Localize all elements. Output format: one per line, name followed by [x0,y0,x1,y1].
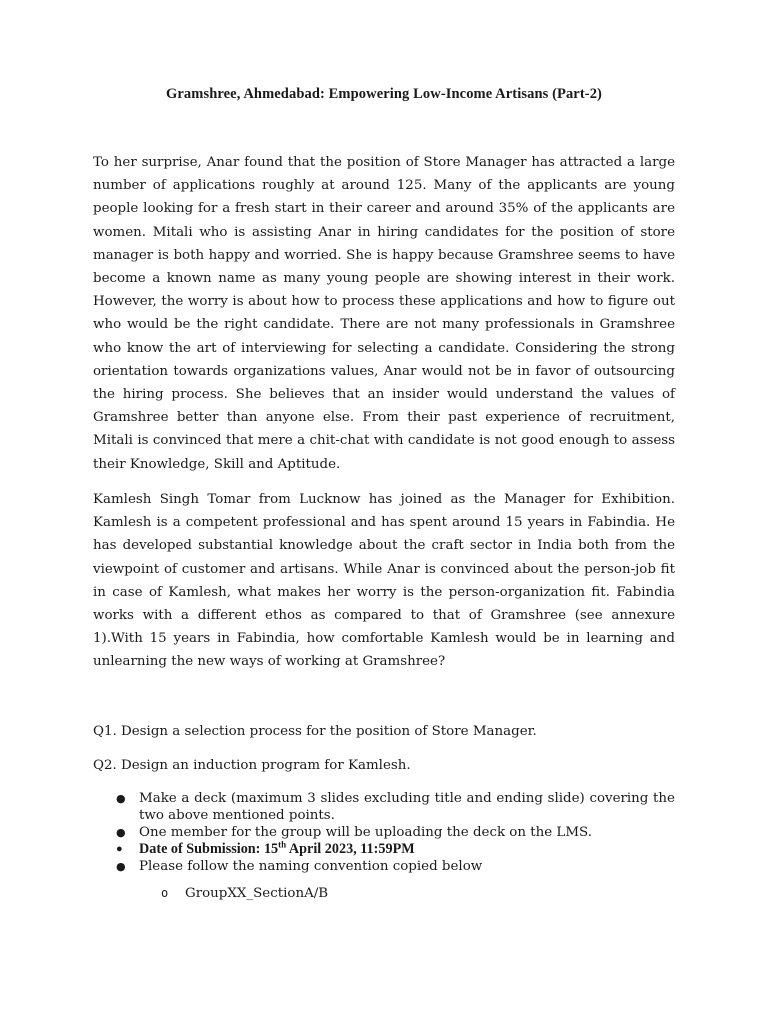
list-item [93,790,675,824]
submission-date [139,841,415,857]
paragraph-1: To her surprise, Anar found that the position of Store Manager has attracted a large number of applications roughly at around 125. Many of the applicants are young people looking for a fresh start in their career and around 35% of the applicants are women. Mitali who is assisting Anar in hiring candidates for the position of store manager is both happy and worried. She is happy because Gramshree seems to have become a known name as many young people are showing interest in their work. However, the worry is about how to process these applications and how to figure out who would be the right candidate. There are not many professionals in Gramshree who know the art of interviewing for selecting a candidate. Considering the strong orientation towards organizations values, Anar would not be in favor of outsourcing the hiring process. She believes that an insider would understand the values of Gramshree better than anyone else. From their past experience of recruitment, Mitali is convinced that mere a chit-chat with candidate is not good enough to assess their Knowledge, Skill and Aptitude. [93,155,675,472]
question-1: Q1. Design a selection process for the position of Store Manager. [93,724,537,739]
naming-sublist [93,885,328,902]
instruction-list [93,790,675,875]
instruction-upload: One member for the group will be uploading the deck on the LMS. [139,825,592,840]
bullet-icon: ● [116,792,126,805]
list-item [93,841,675,858]
list-item [93,824,675,841]
list-item [93,858,675,875]
paragraph-2: Kamlesh Singh Tomar from Lucknow has joined as the Manager for Exhibition. Kamlesh is a competent professional and has spent around 15 years in Fabindia. He has developed substantial knowledge about the craft sector in India both from the viewpoint of customer and artisans. While Anar is convinced about the person-job fit in case of Kamlesh, what makes her worry is the person-organization fit. Fabindia works with a different ethos as compared to that of Gramshree (see annexure 1).With 15 years in Fabindia, how comfortable Kamlesh would be in learning and unlearning the new ways of working at Gramshree? [93,492,675,670]
instruction-naming: Please follow the naming convention copied below [139,859,483,874]
bullet-icon: ● [116,860,126,873]
submission-date-suffix: April 2023, 11:59PM [286,841,415,857]
naming-example: GroupXX_SectionA/B [185,886,329,901]
hollow-bullet-icon: o [161,886,169,900]
bullet-icon: ● [116,826,126,839]
question-2: Q2. Design an induction program for Kamlesh. [93,758,411,773]
submission-date-superscript: th [278,839,287,850]
list-item [93,885,328,902]
instruction-deck: Make a deck (maximum 3 slides excluding title and ending slide) covering the two above mentioned points. [139,791,675,823]
bullet-icon: ● [116,843,123,855]
submission-date-prefix: Date of Submission: 15 [139,841,279,857]
document-title: Gramshree, Ahmedabad: Empowering Low-Income Artisans (Part-2) [166,86,602,102]
